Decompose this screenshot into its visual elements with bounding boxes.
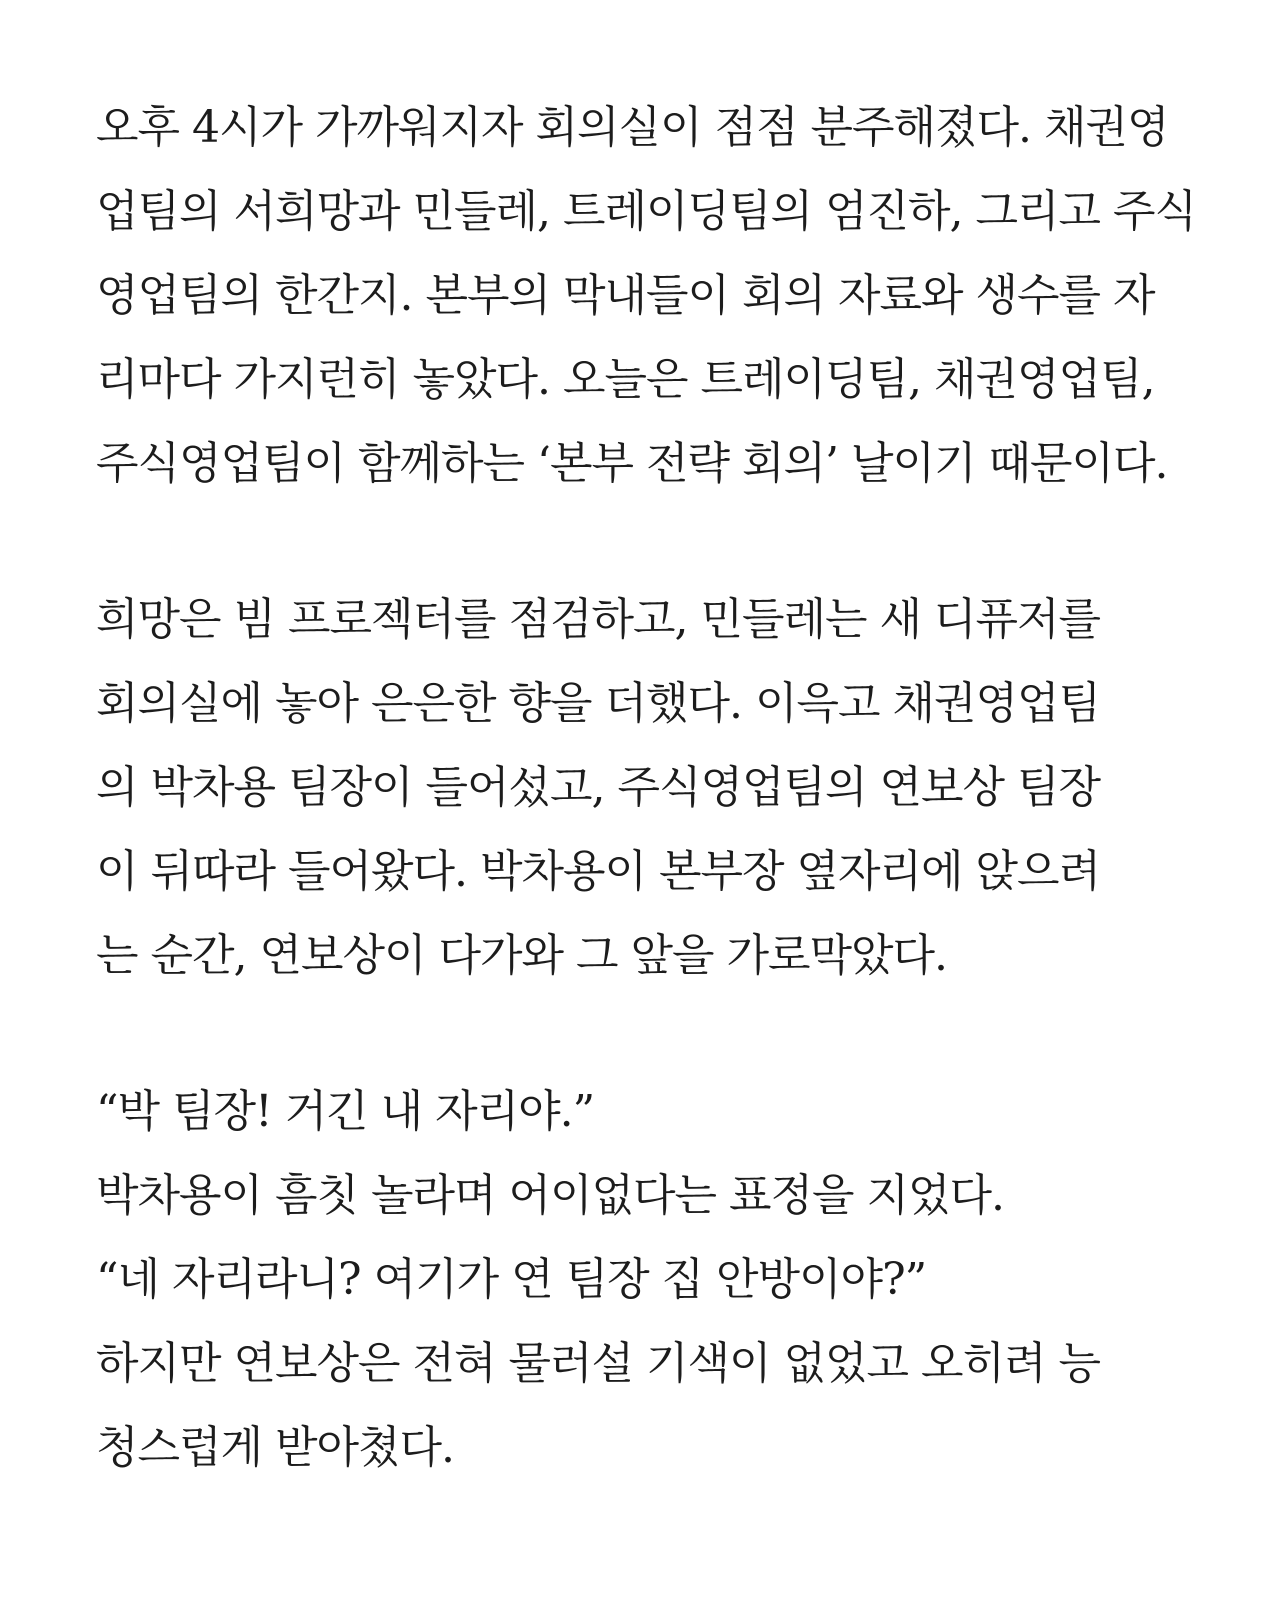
paragraph-2-line-4: 이 뒤따라 들어왔다. 박차용이 본부장 옆자리에 앉으려 [96, 846, 1100, 897]
paragraph-2-line-1: 희망은 빔 프로젝터를 점검하고, 민들레는 새 디퓨저를 [96, 594, 1100, 645]
paragraph-3-line-1: “박 팀장! 거긴 내 자리야.” [96, 1086, 595, 1137]
paragraph-3-line-5: 청스럽게 받아쳤다. [96, 1422, 455, 1473]
paragraph-3-line-3: “네 자리라니? 여기가 연 팀장 집 안방이야?” [96, 1254, 927, 1305]
paragraph-2-line-2: 회의실에 놓아 은은한 향을 더했다. 이윽고 채권영업팀 [96, 678, 1100, 729]
paragraph-1-line-2: 업팀의 서희망과 민들레, 트레이딩팀의 엄진하, 그리고 주식 [96, 186, 1196, 237]
paragraph-1-line-3: 영업팀의 한간지. 본부의 막내들이 회의 자료와 생수를 자 [96, 270, 1155, 321]
paragraph-1-line-1: 오후 4시가 가까워지자 회의실이 점점 분주해졌다. 채권영 [96, 102, 1169, 153]
paragraph-3-line-2: 박차용이 흠칫 놀라며 어이없다는 표정을 지었다. [96, 1170, 1004, 1221]
paragraph-3-line-4: 하지만 연보상은 전혀 물러설 기색이 없었고 오히려 능 [96, 1338, 1100, 1389]
paragraph-1-line-4: 리마다 가지런히 놓았다. 오늘은 트레이딩팀, 채권영업팀, [96, 354, 1155, 405]
paragraph-2-line-5: 는 순간, 연보상이 다가와 그 앞을 가로막았다. [96, 930, 947, 981]
paragraph-2-line-3: 의 박차용 팀장이 들어섰고, 주식영업팀의 연보상 팀장 [96, 762, 1100, 813]
paragraph-1-line-5: 주식영업팀이 함께하는 ‘본부 전략 회의’ 날이기 때문이다. [96, 438, 1168, 489]
